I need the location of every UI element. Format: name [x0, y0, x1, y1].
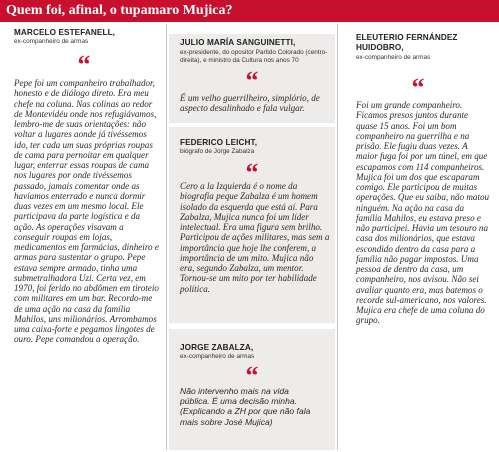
card-julio-sanguinetti: [169, 34, 335, 123]
person-role: ex-companheiro de armas: [356, 54, 431, 61]
column-divider: [337, 24, 338, 450]
person-role: ex-companheiro de armas: [180, 353, 255, 360]
quote-mark-icon: “: [245, 66, 259, 95]
page-title: Quem foi, afinal, o tupamaro Mujica?: [6, 3, 233, 18]
person-name: JORGE ZABALZA,: [180, 343, 254, 352]
card-marcelo-estefanell: [4, 24, 164, 450]
quote-text: É um velho guerrilheiro, simplório, de aspecto desalinhado e fala vulgar.: [180, 93, 320, 114]
quote-mark-icon: “: [245, 361, 259, 390]
card-federico-leicht: [169, 127, 335, 323]
person-role: ex-companheiro de armas: [14, 38, 89, 45]
person-name: FEDERICO LEICHT,: [180, 138, 258, 147]
quote-mark-icon: “: [411, 73, 425, 102]
card-jorge-zabalza: [169, 329, 335, 450]
person-name: ELEUTERIO FERNÁNDEZ HUIDOBRO,: [356, 33, 458, 52]
title-bar: [0, 0, 499, 22]
person-role: biógrafo de Jorge Zabalza: [180, 148, 255, 155]
quote-mark-icon: “: [77, 50, 91, 79]
person-name: JULIO MARÍA SANGUINETTI,: [180, 38, 296, 47]
quote-text: Pepe foi um companheiro trabalhador, honesto e de diálogo direto. Era meu chefe na coluna. Nas colinas ao redor de Montevidéu onde nos refugiávamos, lembro-me de suas orientações: não voltar a lugares aonde já tivéssemos ido, ter cada um suas próprias roupas de cama para pernoitar em qualquer lugar, enterrar essas roupas de cama nos lugares por onde tivéssemos passado, jamais comentar onde as havíamos enterrado e nunca dormir duas vezes em um mesmo local. Ele participava da parte logística e da ação. As operações visavam a conseguir roupas em lojas, medicamentos em farmácias, dinheiro e armas para sustentar o grupo. Pepe estava sempre armado, tinha uma submetralhadora Uzi. Certa vez, em 1970, foi ferido no abdômen em tiroteio com militares em um bar. Recordo-me de uma ação na casa da família Mahilos, uns milionários. Arrombamos uma caixa-forte e pegamos lingotes de ouro. Pepe comandou a operação.: [14, 78, 159, 345]
quote-text: Foi um grande companheiro. Ficamos presos juntos durante quase 15 anos. Foi um bom companheiro na guerrilha e na prisão. Ele fugiu duas vezes. A maior fuga foi por um túnel, em que escapamos com 114 companheiros. Mujica foi um dos que escaparam comigo. Ele participou de muitas operações. Que eu saiba, não matou ninguém. Na ação na casa da família Mahilos, eu estava preso e não participei. Havia um tesouro na casa dos milionários, que estava escondido dentro da casa para a família não pagar impostos. Uma pessoa de dentro da casa, um companheiro, nos avisou. Não sei avaliar quanto era, mas batemos o recorde sul-americano, nos valores. Mujica era chefe de uma coluna do grupo.: [356, 100, 490, 326]
person-role: ex-presidente, do opositor Partido Colorado (centro-direita), e ministro da Cultura nos anos 70: [180, 49, 328, 64]
person-name: MARCELO ESTEFANELL,: [14, 28, 116, 37]
quote-text: Não intervenho mais na vida pública. É uma decisão minha. (Explicando a ZH por que não fala mais sobre José Mujica): [180, 386, 311, 427]
column-divider: [166, 24, 167, 450]
quote-mark-icon: “: [245, 158, 259, 187]
card-eleuterio-huidobro: [339, 24, 497, 450]
quote-text: Cero a la Izquierda é o nome da biografia peque Zabalza é um homem isolado da esquerda que está aí. Para Zabalza, Mujica nunca foi um líder intelectual. Era uma figura sem brilho. Participou de ações militares, mas sem a importância que hoje lhe conferem, a importância de um mito. Mujica não era, segundo Zabalza, um mentor. Tornou-se um mito por ter habilidade política.: [180, 181, 330, 294]
